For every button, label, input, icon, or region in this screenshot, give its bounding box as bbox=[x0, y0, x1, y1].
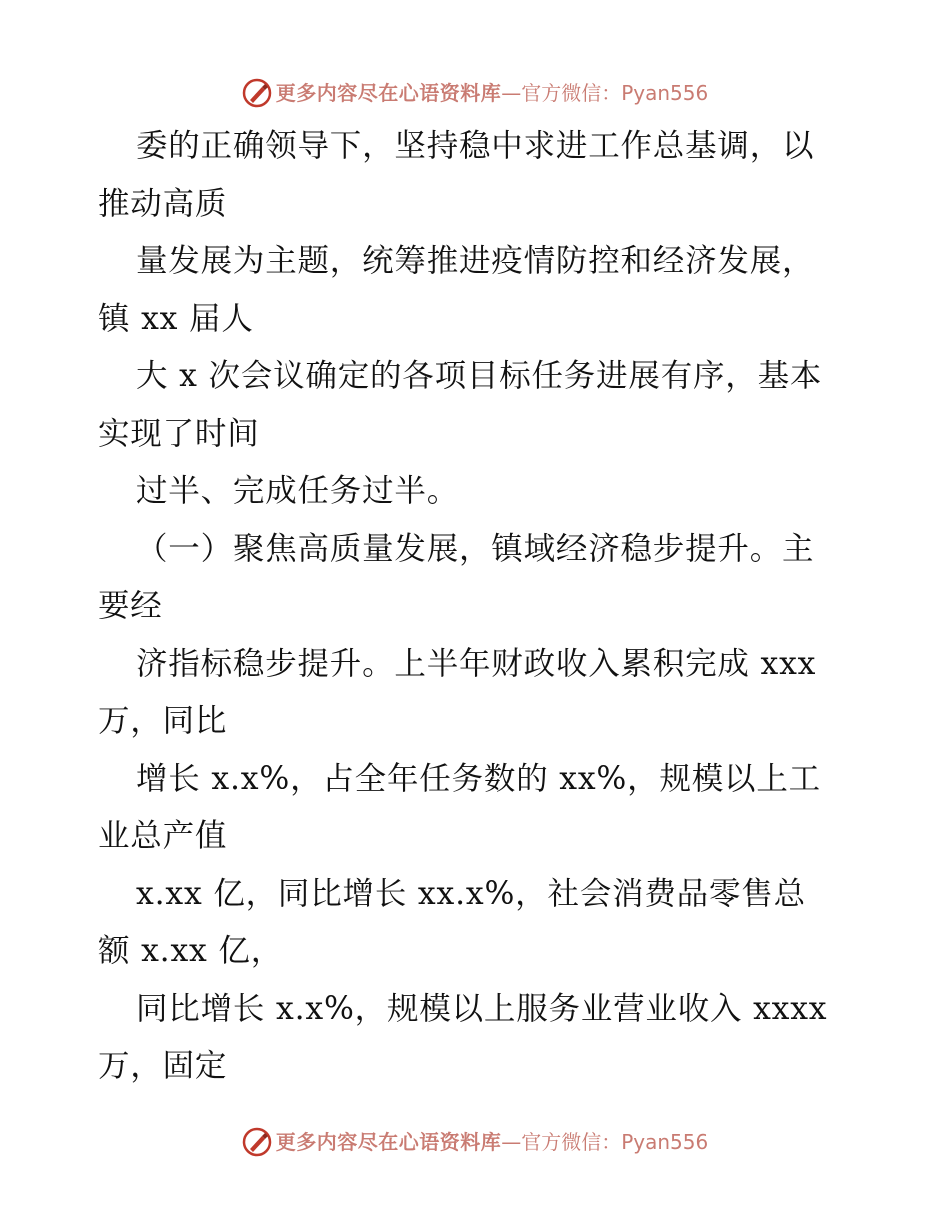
text-line: 万，固定 bbox=[98, 1048, 228, 1084]
text-line: 要经 bbox=[98, 588, 163, 624]
text-line: 额 x.xx 亿， bbox=[98, 933, 284, 969]
text-line: 济指标稳步提升。上半年财政收入累积完成 xxx bbox=[136, 645, 817, 682]
text-line: 大 x 次会议确定的各项目标任务进展有序，基本 bbox=[136, 358, 823, 394]
watermark-dash: — bbox=[501, 1130, 522, 1154]
text-line: 过半、完成任务过半。 bbox=[136, 473, 460, 509]
watermark-main-text: 更多内容尽在心语资料库 bbox=[275, 1130, 502, 1154]
text-line: 量发展为主题，统筹推进疫情防控和经济发展， bbox=[136, 243, 815, 279]
text-line: 委的正确领导下，坚持稳中求进工作总基调，以 bbox=[136, 128, 815, 164]
text-line: 推动高质 bbox=[98, 185, 228, 222]
watermark-main-text: 更多内容尽在心语资料库 bbox=[275, 81, 502, 105]
watermark-sub-text: 官方微信：Pyan556 bbox=[521, 81, 709, 105]
text-line: 业总产值 bbox=[98, 818, 228, 854]
document-body bbox=[98, 118, 858, 1096]
text-line: 万，同比 bbox=[98, 703, 228, 739]
watermark-sub-text: 官方微信：Pyan556 bbox=[521, 1130, 709, 1154]
text-line: 镇 xx 届人 bbox=[98, 300, 254, 337]
footer-watermark bbox=[0, 1127, 950, 1154]
watermark-dash: — bbox=[501, 81, 522, 105]
text-line: 增长 x.x%，占全年任务数的 xx%，规模以上工 bbox=[136, 760, 821, 797]
text-line: 实现了时间 bbox=[98, 415, 260, 452]
pen-logo-icon bbox=[242, 1127, 272, 1157]
text-line: x.xx 亿，同比增长 xx.x%，社会消费品零售总 bbox=[136, 875, 806, 912]
text-line: （一）聚焦高质量发展，镇域经济稳步提升。主 bbox=[136, 530, 815, 567]
header-watermark bbox=[0, 78, 950, 105]
text-line: 同比增长 x.x%，规模以上服务业营业收入 xxxx bbox=[136, 990, 828, 1027]
pen-logo-icon bbox=[242, 78, 272, 108]
